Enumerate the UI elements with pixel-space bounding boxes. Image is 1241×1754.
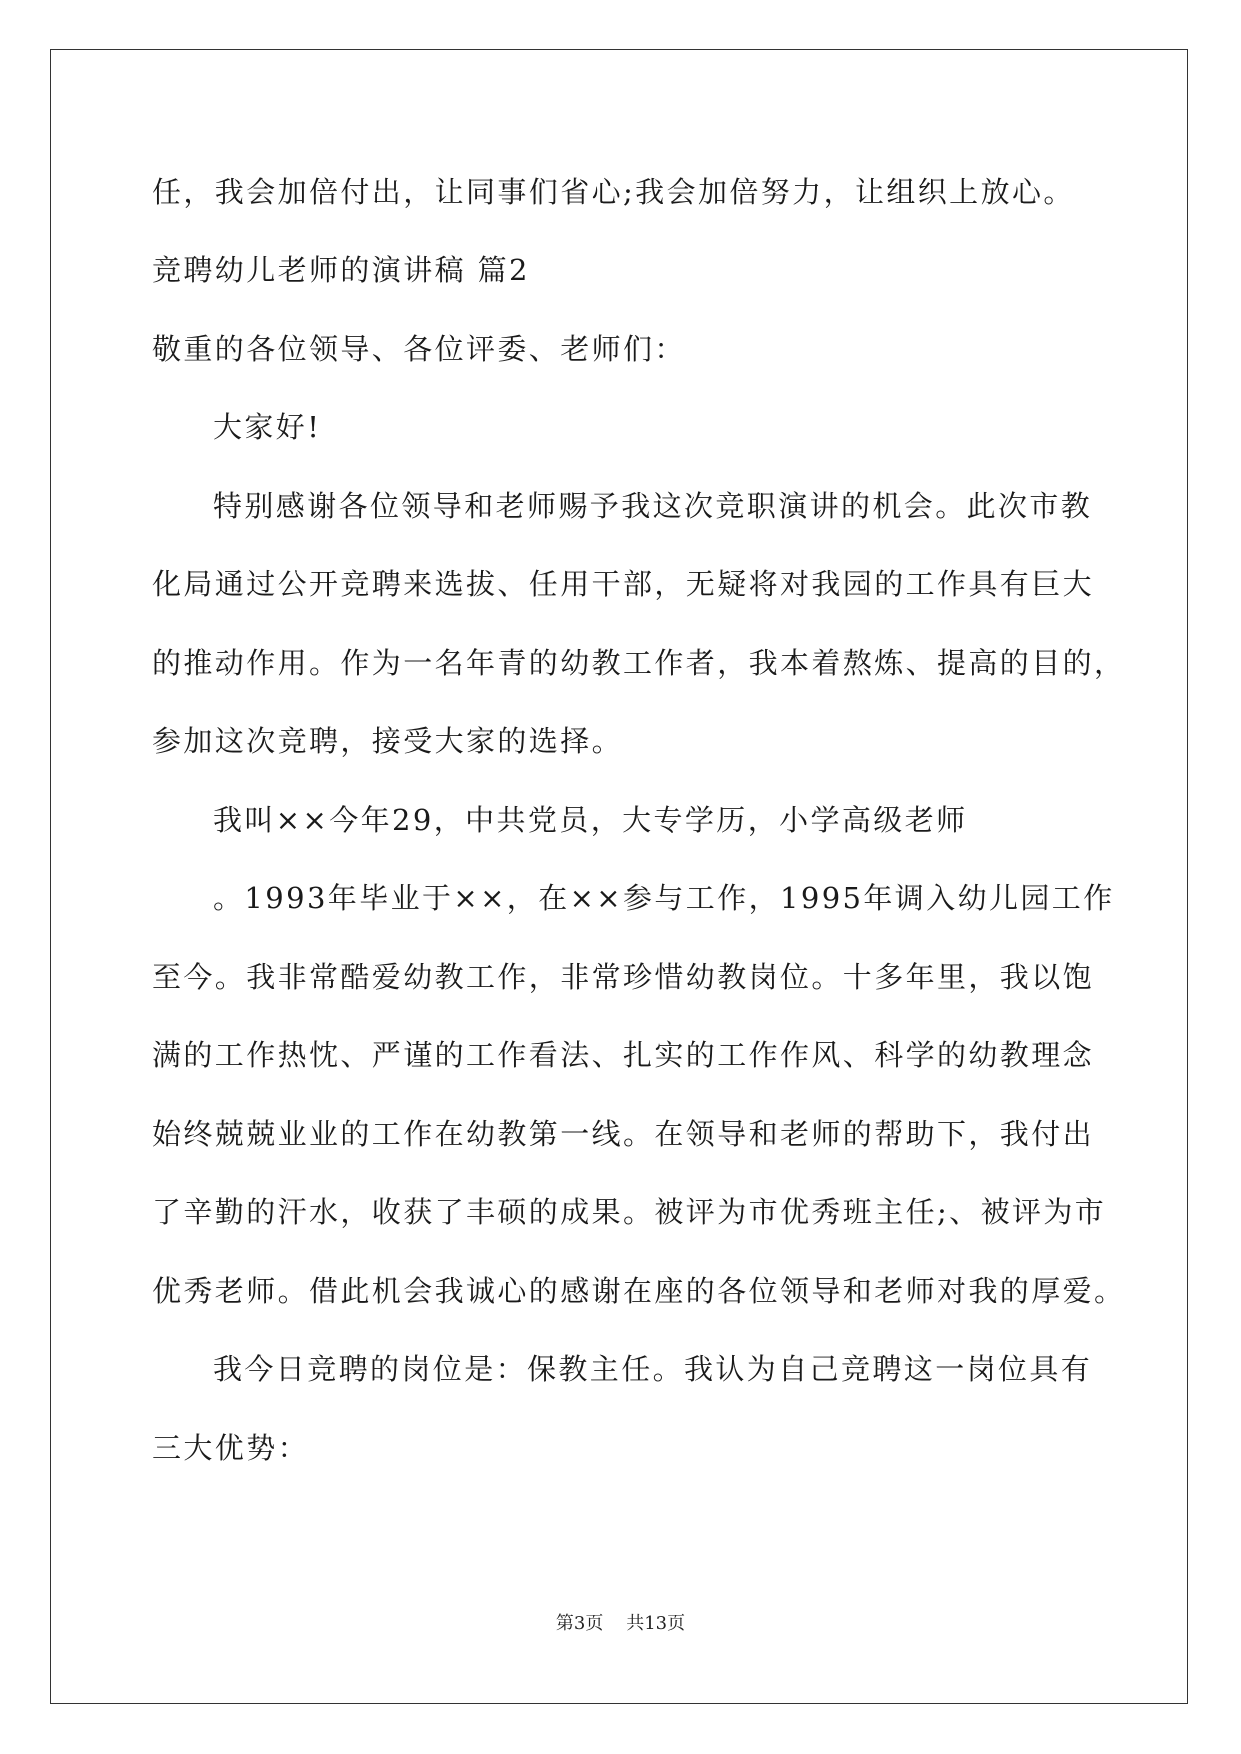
- text-line: 特别感谢各位领导和老师赐予我这次竞职演讲的机会。此次市教: [213, 489, 1093, 523]
- text-line: 参加这次竞聘，接受大家的选择。: [152, 724, 624, 758]
- text-line: 化局通过公开竞聘来选拔、任用干部，无疑将对我园的工作具有巨大: [152, 567, 1095, 601]
- text-line: 。1993年毕业于××，在××参与工作，1995年调入幼儿园工作: [213, 881, 1115, 915]
- text-line: 任，我会加倍付出，让同事们省心;我会加倍努力，让组织上放心。: [152, 175, 1075, 209]
- text-line: 我叫××今年29，中共党员，大专学历，小学高级老师: [213, 803, 968, 837]
- section-heading: 竞聘幼儿老师的演讲稿 篇2: [152, 253, 530, 287]
- greeting: 大家好!: [213, 410, 322, 444]
- text-line: 始终兢兢业业的工作在幼教第一线。在领导和老师的帮助下，我付出: [152, 1117, 1095, 1151]
- text-line: 我今日竞聘的岗位是：保教主任。我认为自己竞聘这一岗位具有: [213, 1352, 1093, 1386]
- page-number: 第3页: [555, 1613, 604, 1634]
- text-line: 的推动作用。作为一名年青的幼教工作者，我本着熬炼、提高的目的，: [152, 646, 1126, 680]
- footer-spacer: [603, 1613, 626, 1634]
- text-line: 至今。我非常酷爱幼教工作，非常珍惜幼教岗位。十多年里，我以饱: [152, 960, 1095, 994]
- text-line: 优秀老师。借此机会我诚心的感谢在座的各位领导和老师对我的厚爱。: [152, 1274, 1126, 1308]
- page-footer: [0, 1612, 1241, 1636]
- text-line: 满的工作热忱、严谨的工作看法、扎实的工作作风、科学的幼教理念: [152, 1038, 1095, 1072]
- text-line: 了辛勤的汗水，收获了丰硕的成果。被评为市优秀班主任;、被评为市: [152, 1195, 1107, 1229]
- page-total: 共13页: [626, 1613, 686, 1634]
- text-line: 三大优势：: [152, 1431, 310, 1465]
- salutation: 敬重的各位领导、各位评委、老师们：: [152, 332, 686, 366]
